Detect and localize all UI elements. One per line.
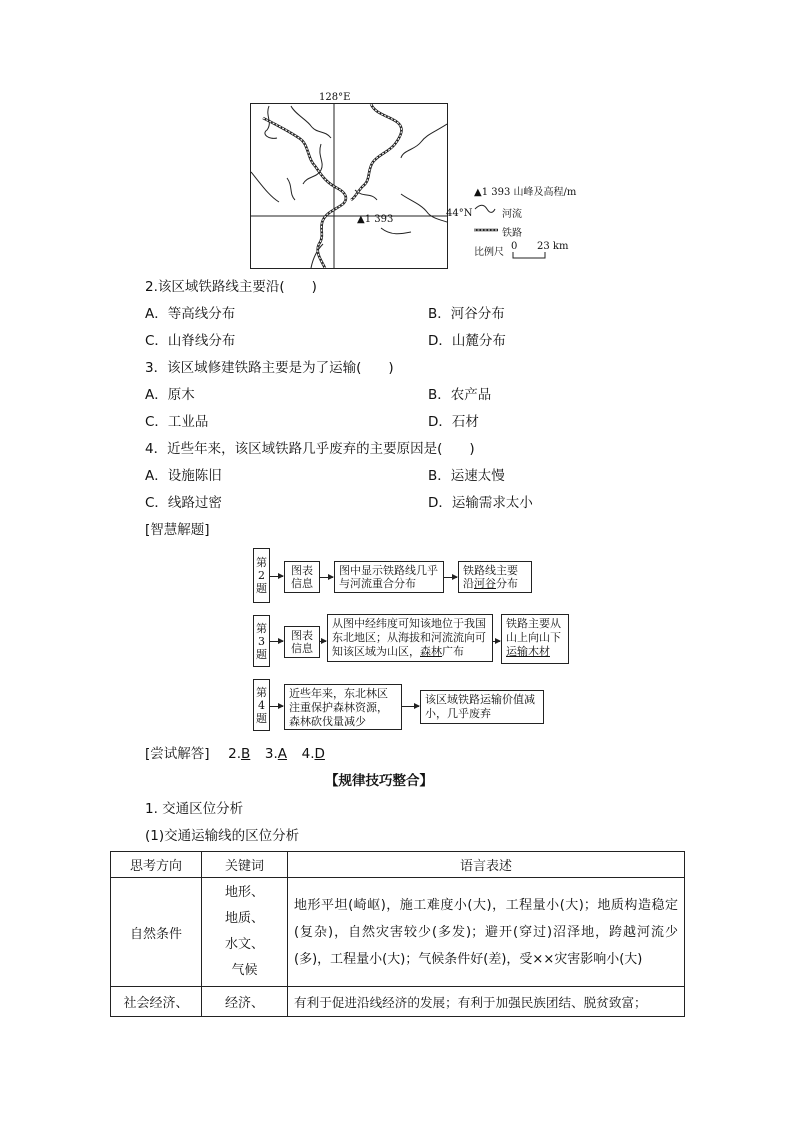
flow-q3-arrow-2 (320, 641, 326, 642)
legend-scale-zero: 0 (511, 241, 518, 252)
flow-q3-info-key: 森林 (420, 645, 442, 658)
question-3-stem: 3．该区域修建铁路主要是为了运输( ) (145, 360, 394, 376)
flow-q4-arrow-2 (402, 706, 419, 707)
legend-scale-label: 比例尺 (474, 247, 504, 258)
section-title: 【规律技巧整合】 (325, 773, 433, 789)
table-cell-keywords (202, 878, 288, 987)
question-4-option-d: D．运输需求太小 (428, 495, 533, 511)
flow-q2-result (458, 561, 532, 593)
table-header-description: 语言表述 (288, 852, 685, 878)
answers-label: [尝试解答] (145, 746, 210, 762)
flow-q3-result-pre: 铁路主要从山上向山下 (506, 617, 561, 644)
legend-scale-value: 23 km (537, 241, 569, 252)
flow-q3-arrow-1 (270, 641, 283, 642)
answer-3-prefix: 3. (264, 746, 278, 762)
flow-q2-result-post: 分布 (496, 577, 518, 590)
table-header-direction: 思考方向 (111, 852, 202, 878)
river-lines (251, 106, 447, 268)
question-2-option-a: A．等高线分布 (145, 306, 236, 322)
table-header-row (111, 852, 685, 878)
table-row (111, 878, 685, 987)
table-cell-keywords: 经济、 (202, 987, 288, 1017)
question-3-option-c: C．工业品 (145, 414, 209, 430)
peak-label: ▲1 393 (357, 214, 394, 225)
legend-river: 河流 (502, 209, 522, 220)
legend-railway: 铁路 (502, 228, 522, 239)
subsection-1: 1. 交通区位分析 (145, 801, 244, 817)
flow-q3-label: 第3题 (253, 615, 270, 667)
flow-q2-arrow-3 (444, 577, 457, 578)
answer-2-prefix: 2. (228, 746, 242, 762)
flow-q4-label: 第4题 (253, 679, 270, 731)
question-2-option-b: B．河谷分布 (428, 306, 505, 322)
flow-q2-arrow-2 (320, 577, 333, 578)
topographic-map (250, 103, 448, 269)
flow-q2-info: 图中显示铁路线几乎与河流重合分布 (334, 561, 444, 593)
subsection-1-1: (1)交通运输线的区位分析 (145, 828, 300, 844)
legend-peak: ▲1 393 山峰及高程/m (474, 187, 577, 198)
table-cell-description: 有利于促进沿线经济的发展；有利于加强民族团结、脱贫致富； (288, 987, 685, 1017)
question-2-option-d: D．山麓分布 (428, 333, 506, 349)
flow-q3-source: 图表信息 (284, 626, 320, 658)
table-cell-direction: 自然条件 (111, 878, 202, 987)
answer-4: D (314, 746, 325, 762)
question-2-stem: 2.该区域铁路线主要沿( ) (145, 279, 317, 295)
keyword-hydrology: 水文、 (224, 937, 264, 952)
keyword-terrain: 地形、 (224, 885, 264, 900)
question-4-option-a: A．设施陈旧 (145, 468, 222, 484)
flow-q2-result-pre: 铁路线主要沿 (463, 564, 518, 590)
flow-q2-arrow-1 (270, 576, 283, 577)
keyword-geology: 地质、 (224, 911, 264, 926)
question-4-option-b: B．运速太慢 (428, 468, 505, 484)
answer-2: B (241, 746, 251, 762)
flow-q4-arrow-1 (270, 706, 283, 707)
flow-q3-arrow-3 (493, 641, 500, 642)
question-3-option-b: B．农产品 (428, 387, 492, 403)
answer-4-prefix: 4. (301, 746, 315, 762)
question-2-option-c: C．山脊线分布 (145, 333, 236, 349)
wisdom-heading: [智慧解题] (145, 522, 210, 538)
flow-q3-info-pre: 从图中经纬度可知该地位于我国东北地区；从海拔和河流流向可知该区域为山区， (332, 617, 486, 658)
flow-q3-info-post: 广布 (442, 645, 464, 658)
flow-q3-result (501, 614, 569, 664)
longitude-label: 128°E (319, 92, 351, 103)
analysis-table (110, 851, 685, 1017)
flow-q4-result: 该区域铁路运输价值减小，几乎废弃 (420, 690, 544, 724)
scale-bar (512, 252, 546, 260)
table-cell-direction: 社会经济、 (111, 987, 202, 1017)
question-4-stem: 4．近些年来，该区域铁路几乎废弃的主要原因是( ) (145, 441, 475, 457)
question-3-option-a: A．原木 (145, 387, 195, 403)
railway-legend-icon (474, 227, 498, 233)
answer-3: A (277, 746, 288, 762)
latitude-label: 44°N (446, 208, 473, 219)
question-4-option-c: C．线路过密 (145, 495, 222, 511)
flow-q3-result-key: 运输木材 (506, 645, 550, 658)
flow-q2-source: 图表信息 (284, 561, 320, 593)
flow-q2-result-key: 河谷 (474, 577, 496, 590)
table-cell-description: 地形平坦(崎岖)，施工难度小(大)，工程量小(大)；地质构造稳定(复杂)，自然灾害较少(多发)；避开(穿过)沼泽地，跨越河流少(多)，工程量小(大)；气候条件好(差)，受××灾害影响小(大) (288, 878, 685, 987)
river-legend-icon (474, 203, 496, 215)
keyword-climate: 气候 (231, 963, 258, 978)
flow-q2-label: 第2题 (253, 548, 270, 603)
answers-line (145, 745, 325, 763)
question-3-option-d: D．石材 (428, 414, 479, 430)
table-header-keywords: 关键词 (202, 852, 288, 878)
flow-q4-info: 近些年来，东北林区注重保护森林资源，森林砍伐量减少 (284, 684, 402, 730)
table-row (111, 987, 685, 1017)
flow-q3-info (327, 614, 493, 662)
map-drawing (251, 104, 447, 268)
